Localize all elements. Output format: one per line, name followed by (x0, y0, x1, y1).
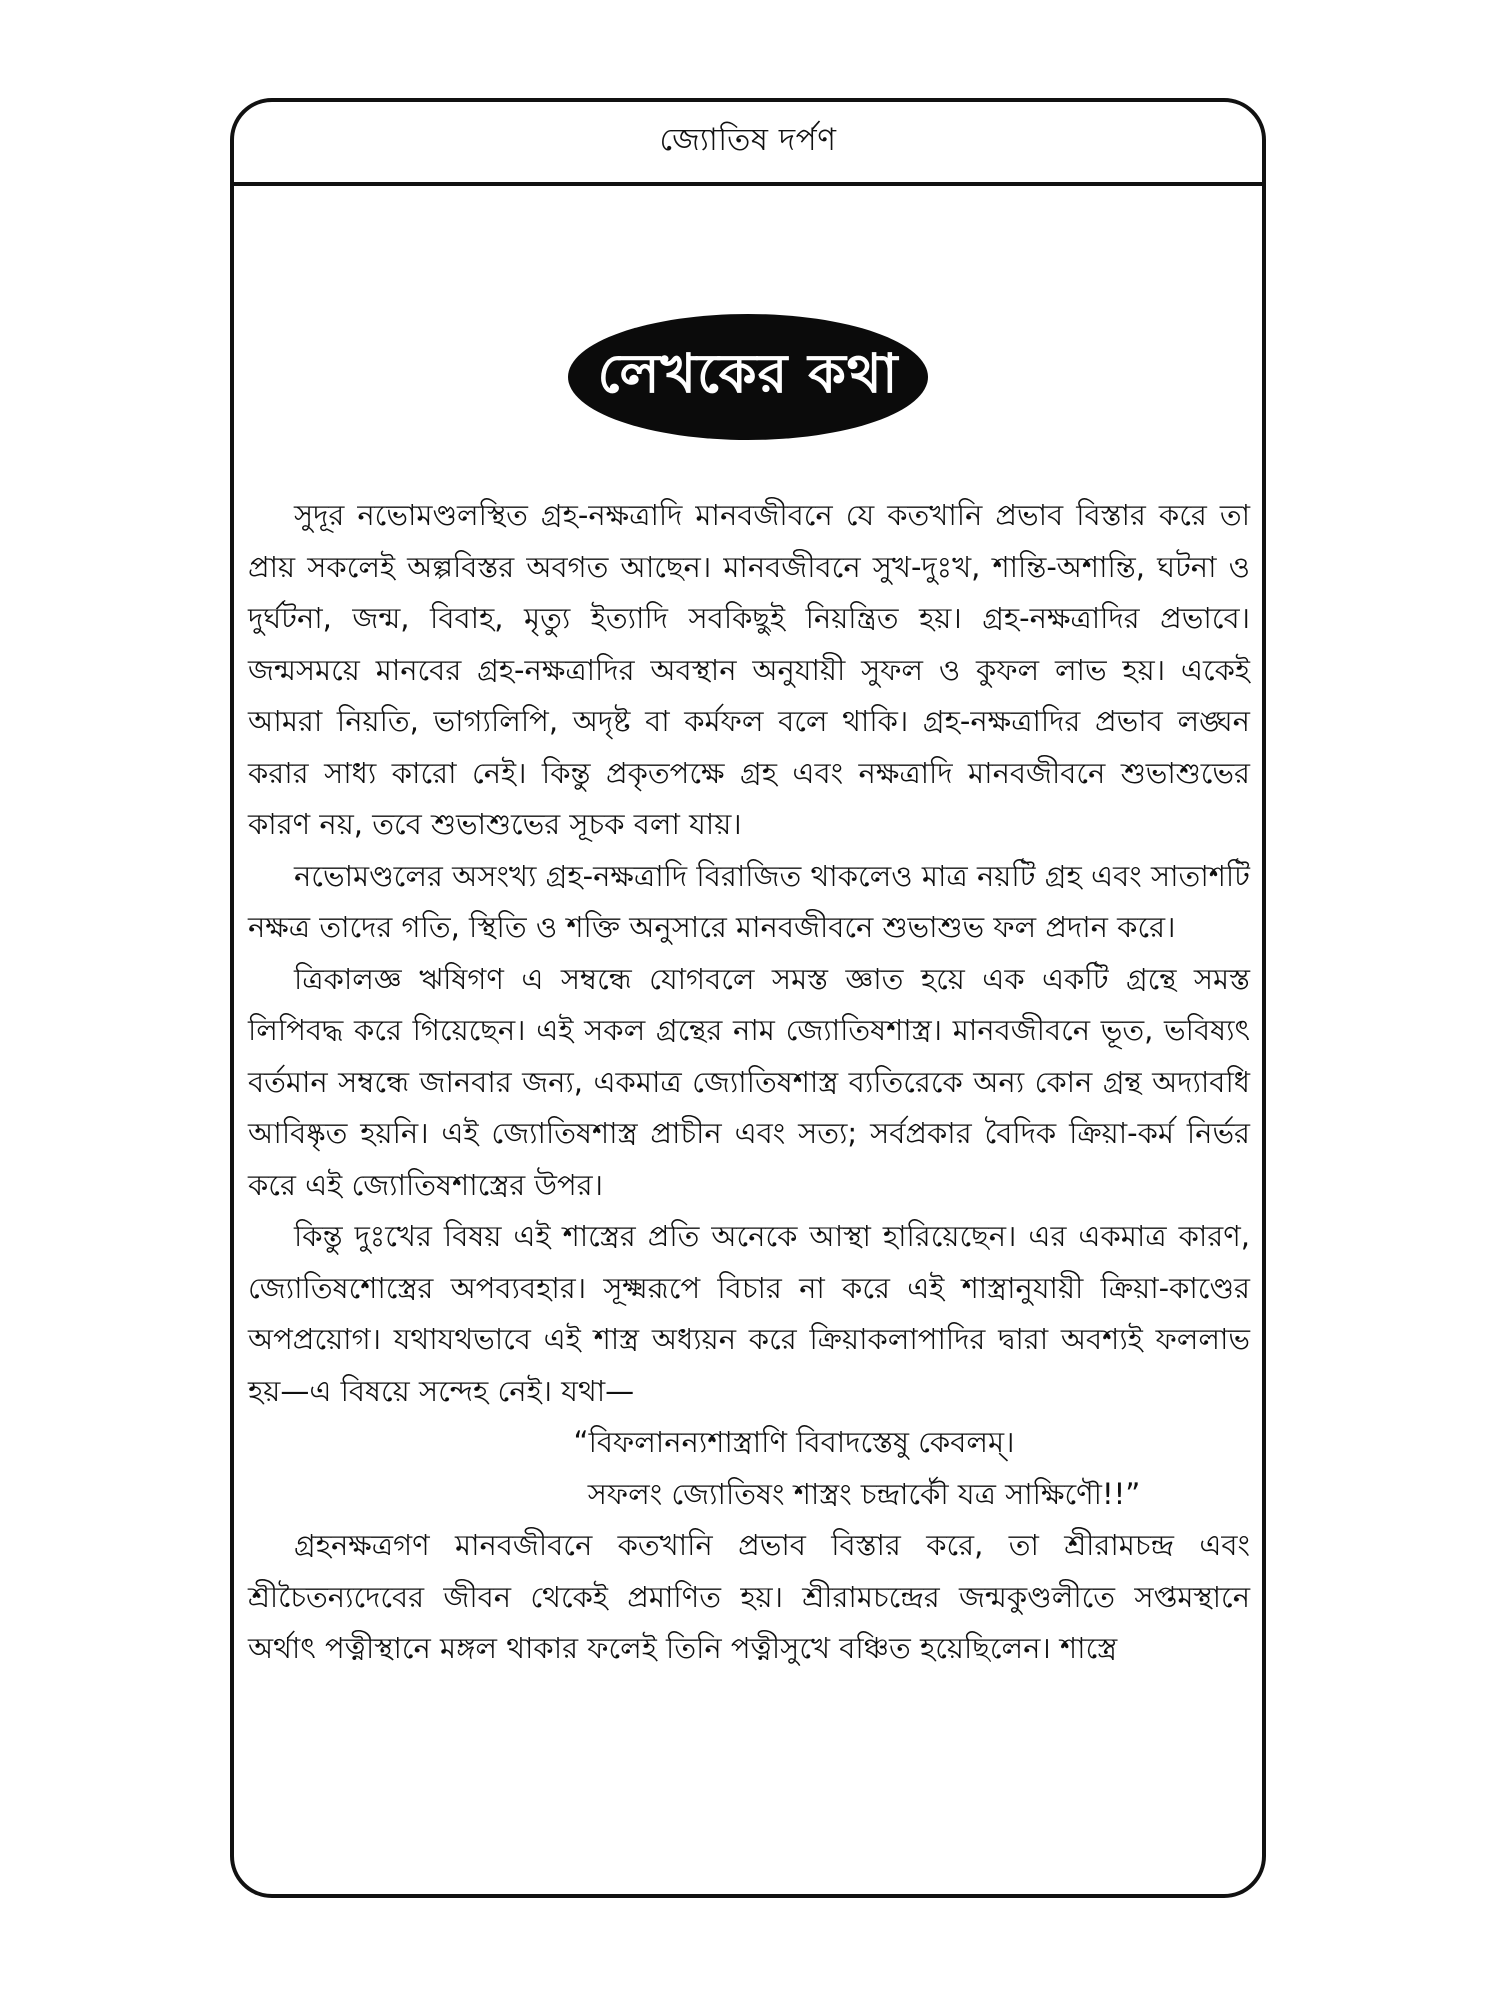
paragraph: নভোমণ্ডলের অসংখ্য গ্রহ-নক্ষত্রাদি বিরাজিত থাকলেও মাত্র নয়টি গ্রহ এবং সাতাশটি নক্ষত্র তাদের গতি, স্থিতি ও শক্তি অনুসারে মানবজীবনে শুভাশুভ ফল প্রদান করে। (248, 858, 1250, 944)
title-container (234, 314, 1262, 440)
running-header (234, 102, 1262, 186)
paragraph: ত্রিকালজ্ঞ ঋষিগণ এ সম্বন্ধে যোগবলে সমস্ত জ্ঞাত হয়ে এক একটি গ্রন্থে সমস্ত লিপিবদ্ধ করে গিয়েছেন। এই সকল গ্রন্থের নাম জ্যোতিষশাস্ত্র। মানবজীবনে ভূত, ভবিষ্যৎ বর্তমান সম্বন্ধে জানবার জন্য, একমাত্র জ্যোতিষশাস্ত্র ব্যতিরেকে অন্য কোন গ্রন্থ অদ্যাবধি আবিষ্কৃত হয়নি। এই জ্যোতিষশাস্ত্র প্রাচীন এবং সত্য; সর্বপ্রকার বৈদিক ক্রিয়া-কর্ম নির্ভর করে এই জ্যোতিষশাস্ত্রের উপর। (248, 961, 1250, 1202)
paragraph: গ্রহনক্ষত্রগণ মানবজীবনে কতখানি প্রভাব বিস্তার করে, তা শ্রীরামচন্দ্র এবং শ্রীচৈতন্যদেবের জীবন থেকেই প্রমাণিত হয়। শ্রীরামচন্দ্রের জন্মকুণ্ডলীতে সপ্তমস্থানে অর্থাৎ পত্নীস্থানে মঙ্গল থাকার ফলেই তিনি পত্নীসুখে বঞ্চিত হয়েছিলেন। শাস্ত্রে (248, 1528, 1250, 1665)
running-title: জ্যোতিষ দর্পণ (659, 122, 837, 158)
chapter-title-oval (568, 314, 928, 440)
paragraph: সুদূর নভোমণ্ডলস্থিত গ্রহ-নক্ষত্রাদি মানবজীবনে যে কতখানি প্রভাব বিস্তার করে তা প্রায় সকলেই অল্পবিস্তর অবগত আছেন। মানবজীবনে সুখ-দুঃখ, শান্তি-অশান্তি, ঘটনা ও দুর্ঘটনা, জন্ম, বিবাহ, মৃত্যু ইত্যাদি সবকিছুই নিয়ন্ত্রিত হয়। গ্রহ-নক্ষত্রাদির প্রভাবে। জন্মসময়ে মানবের গ্রহ-নক্ষত্রাদির অবস্থান অনুযায়ী সুফল ও কুফল লাভ হয়। একেই আমরা নিয়তি, ভাগ্যলিপি, অদৃষ্ট বা কর্মফল বলে থাকি। গ্রহ-নক্ষত্রাদির প্রভাব লঙ্ঘন করার সাধ্য কারো নেই। কিন্তু প্রকৃতপক্ষে গ্রহ এবং নক্ষত্রাদি মানবজীবনে শুভাশুভের কারণ নয়, তবে শুভাশুভের সূচক বলা যায়। (248, 498, 1250, 841)
verse-line: “বিফলানন্যশাস্ত্রাণি বিবাদস্তেষু কেবলম্। (573, 1425, 1015, 1459)
body-text (234, 490, 1262, 1675)
paragraph: কিন্তু দুঃখের বিষয় এই শাস্ত্রের প্রতি অনেকে আস্থা হারিয়েছেন। এর একমাত্র কারণ, জ্যোতিষশোস্ত্রের অপব্যবহার। সূক্ষ্মরূপে বিচার না করে এই শাস্ত্রানুযায়ী ক্রিয়া-কাণ্ডের অপপ্রয়োগ। যথাযথভাবে এই শাস্ত্র অধ্যয়ন করে ক্রিয়াকলাপাদির দ্বারা অবশ্যই ফললাভ হয়—এ বিষয়ে সন্দেহ নেই। যথা— (248, 1219, 1250, 1408)
verse-line: সফলং জ্যোতিষং শাস্ত্রং চন্দ্রার্কৌ যত্র সাক্ষিণৌ!!” (587, 1476, 1141, 1511)
page-frame (230, 98, 1266, 1898)
chapter-title: লেখকের কথা (597, 342, 899, 405)
